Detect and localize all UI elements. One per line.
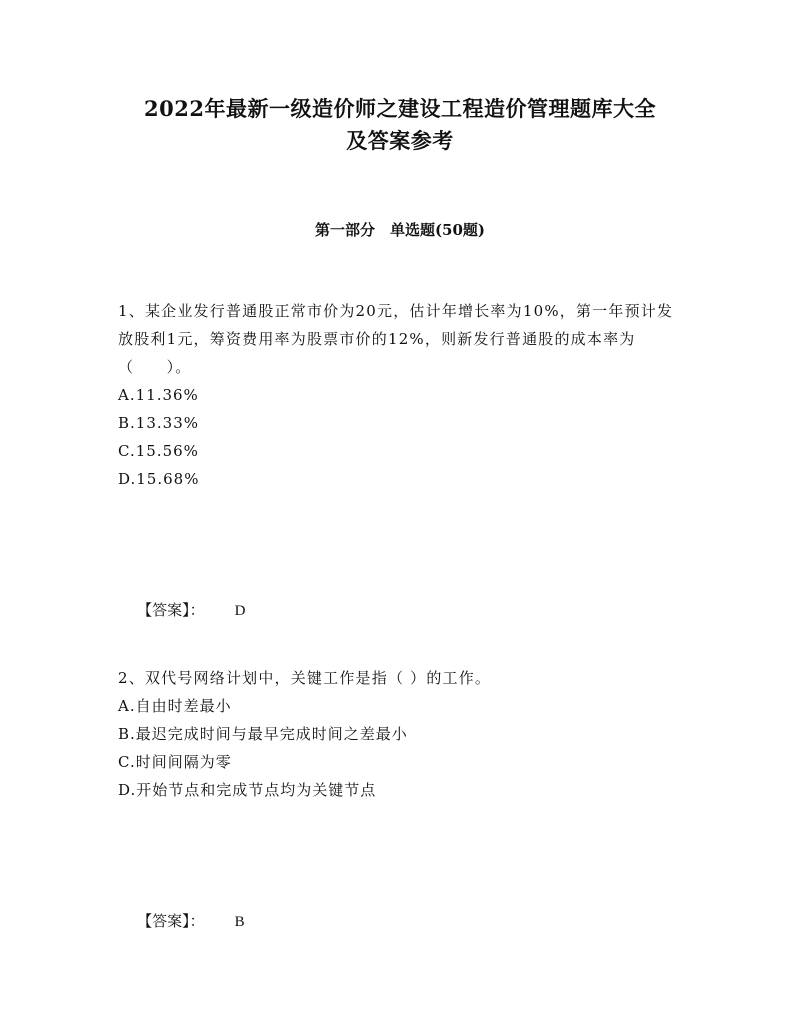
question-1 [118,297,688,493]
title-line-2: 及答案参考 [346,128,454,153]
answer-label: 【答案】： [137,912,205,930]
option-d: D.开始节点和完成节点均为关键节点 [118,781,377,799]
document-title [100,93,700,157]
question-2 [118,664,688,804]
option-d: D.15.68% [118,470,200,488]
answer-label: 【答案】： [137,601,205,619]
question-text: 2、双代号网络计划中，关键工作是指（ ）的工作。 [118,669,492,687]
option-c: C.15.56% [118,442,199,460]
answer-value: B [234,914,245,930]
question-text: 1、某企业发行普通股正常市价为20元，估计年增长率为10%，第一年预计发放股利1元，筹资费用率为股票市价的12%，则新发行普通股的成本率为（ ）。 [118,302,674,376]
option-b: B.最迟完成时间与最早完成时间之差最小 [118,725,408,743]
answer-2 [118,885,245,958]
option-c: C.时间间隔为零 [118,753,232,771]
section-heading: 第一部分 单选题(50题) [314,221,486,239]
option-a: A.自由时差最小 [118,697,232,715]
option-a: A.11.36% [118,386,199,404]
option-b: B.13.33% [118,414,199,432]
title-line-1: 2022年最新一级造价师之建设工程造价管理题库大全 [144,96,656,121]
answer-1 [118,574,245,647]
answer-value: D [234,603,246,619]
